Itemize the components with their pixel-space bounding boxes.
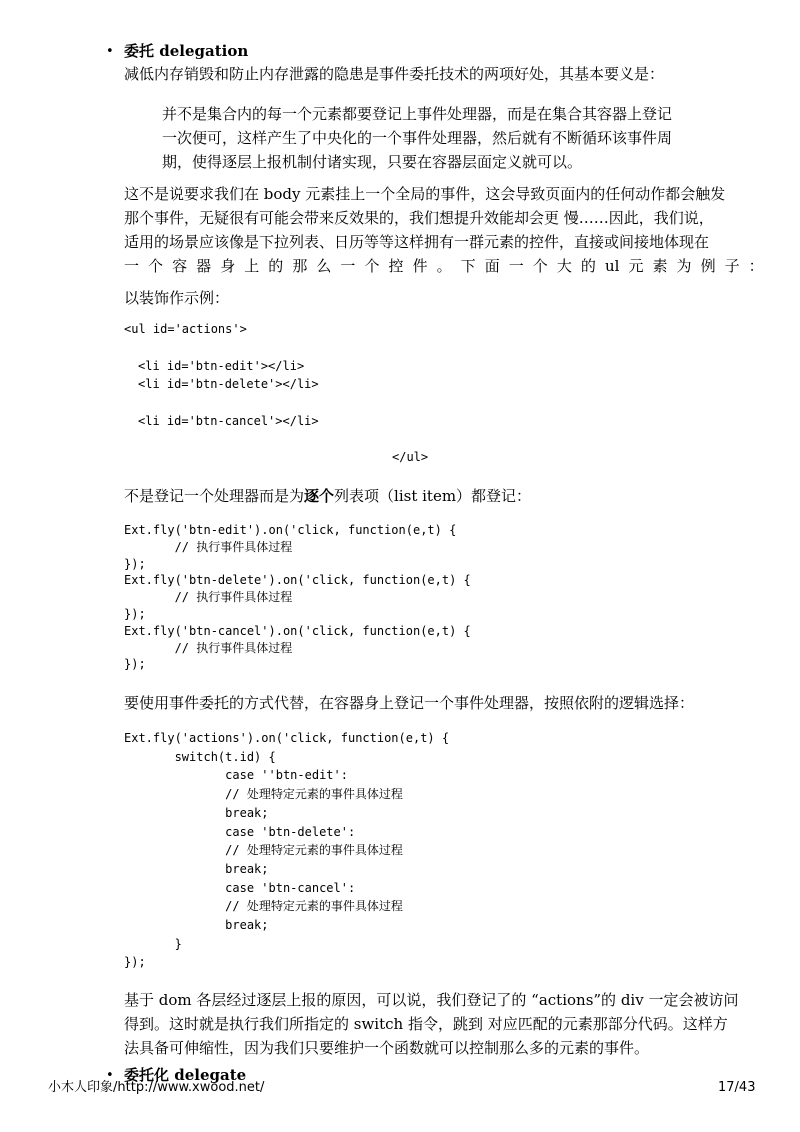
scope-line: 适用的场景应该像是下拉列表、日历等等这样拥有一群元素的控件，直接或间接地体现在 bbox=[124, 233, 710, 251]
conclusion-line: 法具备可伸缩性，因为我们只要维护一个函数就可以控制那么多的元素的事件。 bbox=[124, 1039, 650, 1057]
spread-token: 上 bbox=[244, 257, 260, 275]
scope-line: 这不是说要求我们在 body 元素挂上一个全局的事件，这会导致页面内的任何动作都会触发 bbox=[124, 185, 726, 203]
per-item-text-after: 列表项（list item）都登记： bbox=[334, 487, 532, 505]
li-edit-tag: <li id='btn-edit'></li> bbox=[138, 359, 305, 373]
spread-token: 么 bbox=[316, 257, 332, 275]
li-delete-tag: <li id='btn-delete'></li> bbox=[138, 377, 319, 391]
spread-token: 控 bbox=[388, 257, 404, 275]
quote-line: 一次便可，这样产生了中央化的一个事件处理器，然后就有不断循环该事件周 bbox=[162, 129, 673, 147]
bullet-icon: • bbox=[106, 1068, 114, 1083]
page-number: 17/43 bbox=[718, 1080, 756, 1095]
section-heading-delegation: 委托 delegation bbox=[124, 42, 249, 60]
scope-line: 那个事件，无疑很有可能会带来反效果的，我们想提升效能却会更 慢……因此，我们说， bbox=[124, 209, 714, 227]
spread-token: 个 bbox=[148, 257, 164, 275]
spread-token: 的 bbox=[268, 257, 284, 275]
conclusion-line: 基于 dom 各层经过逐层上报的原因，可以说，我们登记了的 “actions”的 div 一定会被访问 bbox=[124, 991, 739, 1009]
spread-token: 的 bbox=[580, 257, 596, 275]
section-heading-delegate: 委托化 delegate bbox=[124, 1066, 247, 1084]
scope-line-spread bbox=[124, 254, 764, 278]
spread-token: 件 bbox=[412, 257, 428, 275]
li-cancel-tag: <li id='btn-cancel'></li> bbox=[138, 414, 319, 428]
intro-paragraph: 减低内存销毁和防止内存泄露的隐患是事件委托技术的两项好处，其基本要义是： bbox=[124, 65, 665, 83]
bullet-icon: • bbox=[106, 44, 114, 59]
spread-token: 例 bbox=[700, 257, 716, 275]
spread-token: 器 bbox=[196, 257, 212, 275]
spread-token: 容 bbox=[172, 257, 188, 275]
spread-token: 面 bbox=[484, 257, 500, 275]
per-item-paragraph bbox=[124, 485, 764, 507]
decor-example-label: 以装饰作示例： bbox=[124, 289, 230, 307]
spread-token: 元 bbox=[628, 257, 644, 275]
conclusion-line: 得到。这时就是执行我们所指定的 switch 指令，跳到 对应匹配的元素那部分代码。这样方 bbox=[124, 1015, 728, 1033]
spread-token: 子 bbox=[724, 257, 740, 275]
spread-token: 那 bbox=[292, 257, 308, 275]
conclusion-paragraph bbox=[124, 988, 764, 1060]
spread-token: 大 bbox=[556, 257, 572, 275]
per-item-emphasis: 逐个 bbox=[304, 487, 335, 505]
spread-token: 。 bbox=[436, 257, 452, 275]
spread-token: 一 bbox=[124, 257, 140, 275]
spread-token: 个 bbox=[532, 257, 548, 275]
delegate-code-block: Ext.fly('actions').on('click, function(e,t) { switch(t.id) { case ''btn-edit': // 处理特定元素的事件具体过程 break; case 'btn-delete': // 处理特定元素的事件具体过程 break; case 'btn-cancel': // 处理特定元素的事件具体过程 break; } }); bbox=[124, 731, 450, 970]
spread-token: ： bbox=[748, 257, 764, 275]
quote-line: 并不是集合内的每一个元素都要登记上事件处理器，而是在集合其容器上登记 bbox=[162, 105, 673, 123]
spread-token: 一 bbox=[340, 257, 356, 275]
spread-token: 一 bbox=[508, 257, 524, 275]
ul-close-tag: </ul> bbox=[392, 450, 429, 464]
quote-line: 期，使得逐层上报机制付诸实现，只要在容器层面定义就可以。 bbox=[162, 153, 583, 171]
ul-open-tag: <ul id='actions'> bbox=[124, 322, 247, 336]
per-item-code-block: Ext.fly('btn-edit').on('click, function(e,t) { // 执行事件具体过程 }); Ext.fly('btn-delete').on('click, function(e,t) { // 执行事件具体过程 }); Ext.fly('btn-cancel').on('click, function(e,t) { // 执行事件具体过程 }); bbox=[124, 523, 471, 672]
spread-token: 身 bbox=[220, 257, 236, 275]
footer-source: 小木人印象/http://www.xwood.net/ bbox=[48, 1080, 265, 1095]
per-item-text-before: 不是登记一个处理器而是为 bbox=[124, 487, 305, 505]
delegate-intro-paragraph: 要使用事件委托的方式代替，在容器身上登记一个事件处理器，按照依附的逻辑选择： bbox=[124, 694, 695, 712]
spread-token: 为 bbox=[676, 257, 692, 275]
spread-token: 素 bbox=[652, 257, 668, 275]
spread-token: ul bbox=[604, 257, 620, 275]
definition-quote bbox=[162, 102, 742, 174]
scope-paragraph bbox=[124, 182, 764, 278]
spread-token: 下 bbox=[460, 257, 476, 275]
spread-token: 个 bbox=[364, 257, 380, 275]
